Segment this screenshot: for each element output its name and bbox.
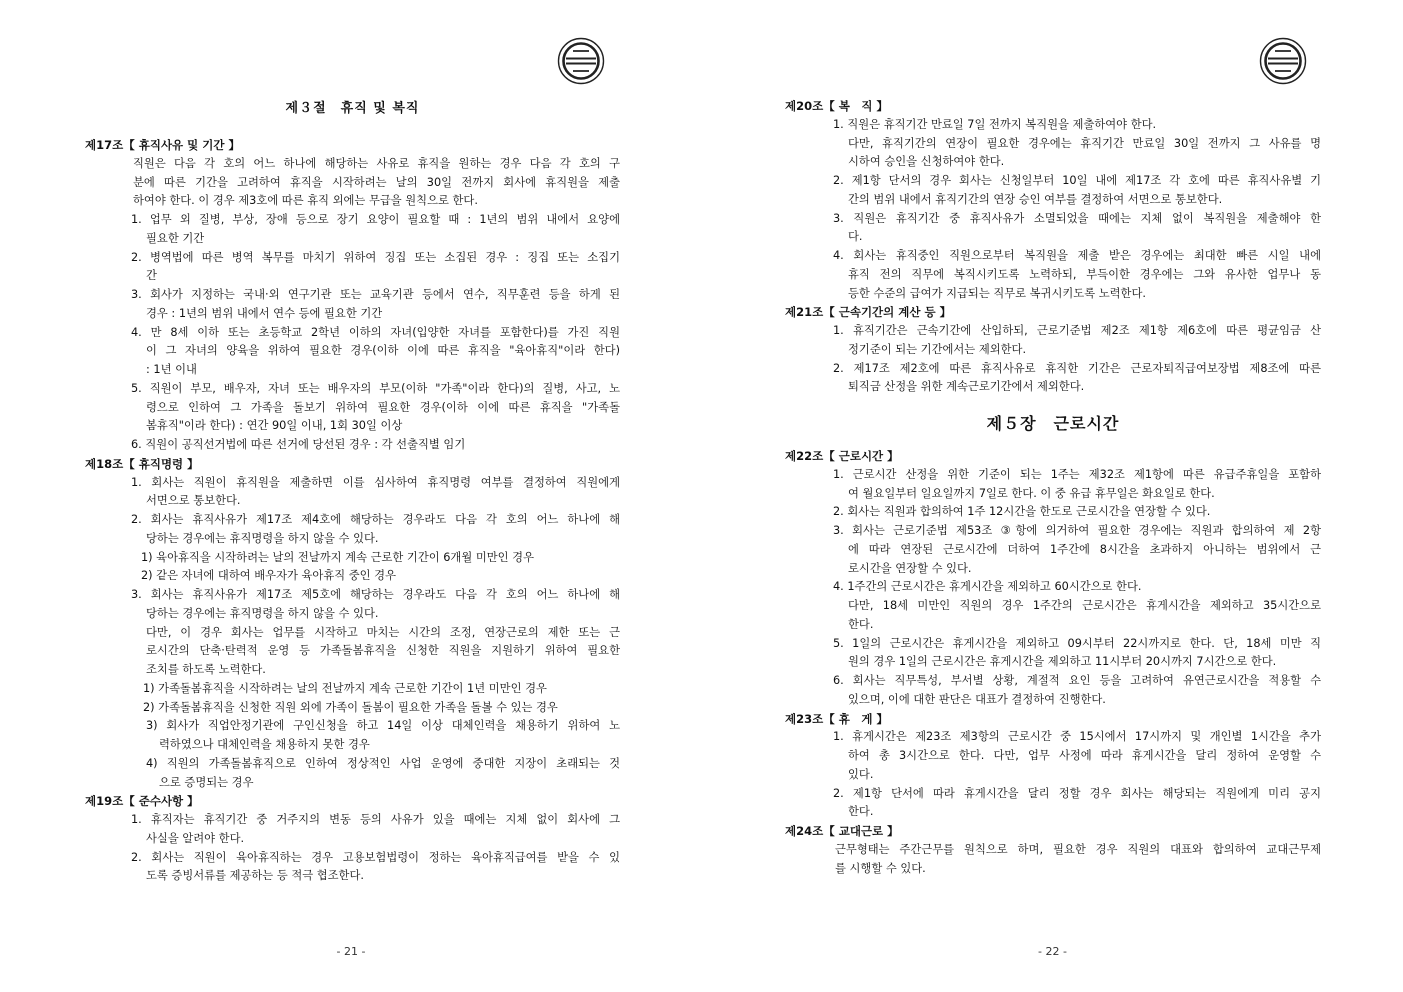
article-22-items (785, 466, 1321, 710)
item-line: 3. 직원은 휴직기간 중 휴직사유가 소멸되었을 때에는 지체 없이 복직원을 제출해야 한 (833, 211, 1321, 225)
right-page (702, 0, 1403, 992)
page-number: - 21 - (336, 945, 366, 958)
item-line: 5. 1일의 근로시간은 휴게시간을 제외하고 09시부터 22시까지로 한다. 단, 18세 미만 직 (833, 636, 1321, 650)
item-line: 간 (146, 269, 157, 283)
item-line: 2. 제1항 단서에 따라 휴게시간을 달리 정할 경우 회사는 해당되는 직원에게 미리 공지 (833, 786, 1321, 800)
text-line: 를 시행할 수 있다. (835, 861, 926, 875)
text-line: 하여야 한다. 이 경우 제3호에 따른 휴직 외에는 무급을 원칙으로 한다. (133, 194, 478, 208)
item-line: 봄휴직"이라 한다) : 연간 90일 이내, 1회 30일 이상 (146, 419, 403, 433)
item-line: 1. 휴직자는 휴직기간 중 거주지의 변동 등의 사유가 있을 때에는 지체 없이 회사에 그 (131, 813, 620, 826)
item-line: 원의 경우 1일의 근로시간은 휴게시간을 제외하고 11시부터 20시까지 7시간으로 한다. (848, 655, 1277, 669)
item-line: 령으로 인하여 그 가족을 돌보기 위하여 필요한 경우(이하 이에 따른 휴직을 "가족돌 (146, 400, 620, 414)
article-21-heading: 제21조【 근속기간의 계산 등 】 (785, 305, 952, 320)
left-page-body (85, 98, 620, 886)
item-line: 다만, 18세 미만인 직원의 경우 1주간의 근로시간은 휴게시간을 제외하고 35시간으로 (848, 599, 1321, 612)
item-line: 하여 총 3시간으로 한다. 다만, 업무 사정에 따라 휴게시간을 달리 정하여 운영할 수 (848, 749, 1321, 762)
item-line: 있으며, 이에 대한 판단은 대표가 결정하여 진행한다. (848, 692, 1106, 706)
item-line: 다. (848, 230, 863, 244)
text-line: 직원은 다음 각 호의 어느 하나에 해당하는 사유로 휴직을 원하는 경우 다음 각 호의 구 (133, 156, 620, 170)
item-line: 필요한 기간 (146, 231, 205, 245)
item-line: 2. 병역법에 따른 병역 복무를 마치기 위하여 징집 또는 소집된 경우 : 징집 또는 소집기 (131, 250, 620, 264)
item-line: 에 따라 연장된 근로시간에 더하여 1주간에 8시간을 초과하지 아니하는 범위에서 근 (848, 542, 1321, 556)
item-line: 다만, 휴직기간의 연장이 필요한 경우에는 휴직기간 만료일 30일 전까지 그 사유를 명 (848, 136, 1321, 150)
item-line: : 1년 이내 (146, 363, 197, 376)
item-line: 등한 수준의 급여가 지급되는 직무로 복귀시키도록 노력한다. (848, 286, 1146, 300)
article-20-heading: 제20조【 복 직 】 (785, 99, 888, 113)
item-line: 1. 휴직기간은 근속기간에 산입하되, 근로기준법 제2조 제1항 제6호에 따른 평균임금 산 (833, 324, 1321, 337)
company-seal-logo (557, 37, 605, 85)
item-line: 한다. (848, 617, 874, 631)
proviso-line: 조치를 하도록 노력한다. (146, 663, 266, 676)
item-line: 서면으로 통보한다. (146, 494, 241, 508)
item-line: 4. 만 8세 이하 또는 초등학교 2학년 이하의 자녀(입양한 자녀를 포함한다)를 가진 직원 (131, 325, 620, 339)
item-line: 간의 범위 내에서 휴직기간의 연장 승인 여부를 결정하여 서면으로 통보한다. (848, 192, 1223, 206)
item-line: 있다. (848, 767, 874, 781)
proviso-line: 로시간의 단축·탄력적 운영 등 가족돌봄휴직을 신청한 직원을 지원하기 위하여 필요한 (146, 644, 620, 658)
item-line: 당하는 경우에는 휴직명령을 하지 않을 수 있다. (146, 531, 379, 545)
article-19-items (85, 811, 620, 886)
subitem-line: 4) 직원의 가족돌봄휴직으로 인하여 정상적인 사업 운영에 중대한 지장이 초래되는 것 (146, 756, 620, 770)
article-17-heading: 제17조【 휴직사유 및 기간 】 (85, 138, 240, 152)
item-line: 6. 직원이 공직선거법에 따른 선거에 당선된 경우 : 각 선출직별 임기 (131, 438, 466, 451)
item-line: 1. 휴게시간은 제23조 제3항의 근로시간 중 15시에서 17시까지 및 개인별 1시간을 추가 (833, 730, 1321, 744)
subitem-line: 력하였으나 대체인력을 채용하지 못한 경우 (159, 738, 370, 751)
item-line: 2. 회사는 직원과 합의하여 1주 12시간을 한도로 근로시간을 연장할 수 있다. (833, 505, 1211, 519)
text-line: 근무형태는 주간근무를 원칙으로 하며, 필요한 경우 직원의 대표와 합의하여 교대근무제 (835, 842, 1321, 856)
item-line: 1. 업무 외 질병, 부상, 장애 등으로 장기 요양이 필요할 때 : 1년의 범위 내에서 요양에 (131, 213, 620, 226)
item-line: 한다. (848, 805, 874, 819)
article-17-items (85, 211, 620, 455)
article-17-intro (85, 155, 620, 211)
item-line: 2. 회사는 휴직사유가 제17조 제4호에 해당하는 경우라도 다음 각 호의 어느 하나에 해 (131, 513, 620, 526)
article-24-heading: 제24조【 교대근로 】 (785, 824, 899, 838)
item-line: 5. 직원이 부모, 배우자, 자녀 또는 배우자의 부모(이하 "가족"이라 한다)의 질병, 사고, 노 (131, 381, 620, 395)
item-line: 1. 직원은 휴직기간 만료일 7일 전까지 복직원을 제출하여야 한다. (833, 117, 1157, 131)
item-line: 4. 회사는 휴직중인 직원으로부터 복직원을 제출 받은 경우에는 최대한 빠른 시일 내에 (833, 249, 1321, 262)
article-18-items (85, 474, 620, 793)
article-19-heading: 제19조【 준수사항 】 (85, 794, 199, 809)
article-23-items (785, 728, 1321, 822)
article-24-body (785, 841, 1321, 879)
item-line: 로시간을 연장할 수 있다. (848, 561, 972, 575)
subitem-line: 으로 증명되는 경우 (159, 775, 254, 789)
item-line: 4. 1주간의 근로시간은 휴게시간을 제외하고 60시간으로 한다. (833, 580, 1142, 594)
section-title: 제３절 휴직 및 복직 (285, 101, 420, 116)
seal-icon (557, 37, 605, 85)
item-line: 3. 회사는 근로기준법 제53조 ③항에 의거하여 필요한 경우에는 직원과 합의하여 제 2항 (833, 524, 1321, 537)
item-line: 3. 회사가 지정하는 국내·외 연구기관 또는 교육기관 등에서 연수, 직무훈련 등을 하게 된 (131, 288, 620, 301)
item-line: 도록 증빙서류를 제공하는 등 적극 협조한다. (146, 869, 364, 883)
article-20-items (785, 116, 1321, 304)
item-line: 3. 회사는 휴직사유가 제17조 제5호에 해당하는 경우라도 다음 각 호의 어느 하나에 해 (131, 588, 620, 601)
article-21-items (785, 322, 1321, 397)
item-line: 경우 : 1년의 범위 내에서 연수 등에 필요한 기간 (146, 306, 383, 320)
subitem-line: 1) 육아휴직을 시작하려는 날의 전날까지 계속 근로한 기간이 6개월 미만인 경우 (141, 550, 534, 564)
proviso-line: 다만, 이 경우 회사는 업무를 시작하고 마치는 시간의 조정, 연장근로의 제한 또는 근 (146, 625, 620, 639)
item-line: 2. 제1항 단서의 경우 회사는 신청일부터 10일 내에 제17조 각 호에 따른 휴직사유별 기 (833, 174, 1321, 187)
item-line: 1. 근로시간 산정을 위한 기준이 되는 1주는 제32조 제1항에 따른 유급주휴일을 포함하 (833, 467, 1321, 481)
item-line: 정기준이 되는 기간에서는 제외한다. (848, 342, 1027, 356)
subitem-line: 1) 가족돌봄휴직을 시작하려는 날의 전날까지 계속 근로한 기간이 1년 미만인 경우 (143, 681, 547, 695)
page-number: - 22 - (1038, 945, 1067, 958)
item-line: 2. 제17조 제2호에 따른 휴직사유로 휴직한 기간은 근로자퇴직급여보장법 제8조에 따른 (833, 361, 1321, 375)
item-line: 사실을 알려야 한다. (146, 831, 245, 845)
article-18-heading: 제18조【 휴직명령 】 (85, 456, 199, 471)
company-seal-logo (1259, 37, 1307, 85)
subitem-line: 2) 가족돌봄휴직을 신청한 직원 외에 가족이 돌봄이 필요한 가족을 돌볼 수 있는 경우 (143, 700, 558, 714)
item-line: 1. 회사는 직원이 휴직원을 제출하면 이를 심사하여 휴직명령 여부를 결정하여 직원에게 (131, 475, 620, 489)
item-line: 당하는 경우에는 휴직명령을 하지 않을 수 있다. (146, 606, 379, 620)
item-line: 6. 회사는 직무특성, 부서별 상황, 계절적 요인 등을 고려하여 유연근로시간을 적용할 수 (833, 674, 1321, 687)
item-line: 퇴직금 산정을 위한 계속근로기간에서 제외한다. (848, 380, 1085, 394)
right-page-body (785, 97, 1321, 878)
text-line: 분에 따른 기간을 고려하여 휴직을 시작하려는 날의 30일 전까지 회사에 휴직원을 제출 (133, 175, 620, 189)
item-line: 여 월요일부터 일요일까지 7일로 한다. 이 중 유급 휴무일은 화요일로 한다. (848, 486, 1215, 500)
chapter-title: 제５장 근로시간 (986, 414, 1120, 433)
subitem-line: 3) 회사가 직업안정기관에 구인신청을 하고 14일 이상 대체인력을 채용하기 위하여 노 (146, 719, 620, 733)
item-line: 이 그 자녀의 양육을 위하여 필요한 경우(이하 이에 따른 휴직을 "육아휴직"이라 한다) (146, 344, 620, 358)
item-line: 휴직 전의 직무에 복직시키도록 노력하되, 부득이한 경우에는 그와 유사한 업무나 동 (848, 267, 1321, 281)
article-23-heading: 제23조【 휴 게 】 (785, 711, 888, 726)
item-line: 2. 회사는 직원이 육아휴직하는 경우 고용보험법령이 정하는 육아휴직급여를 받을 수 있 (131, 850, 620, 864)
item-line: 시하여 승인을 신청하여야 한다. (848, 155, 1005, 169)
subitem-line: 2) 같은 자녀에 대하여 배우자가 육아휴직 중인 경우 (141, 569, 396, 583)
article-22-heading: 제22조【 근로시간 】 (785, 449, 899, 463)
seal-icon (1259, 37, 1307, 85)
